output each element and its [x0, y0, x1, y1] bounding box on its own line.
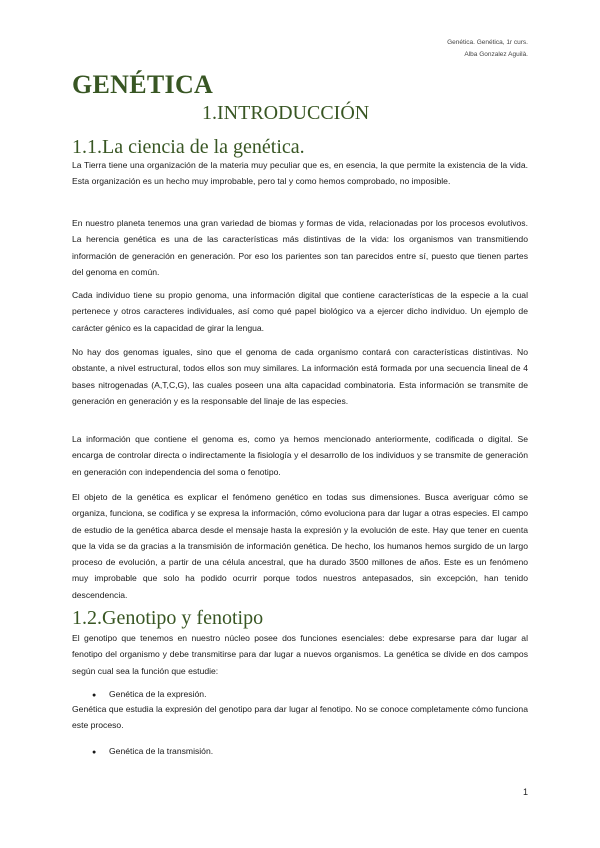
paragraph: El objeto de la genética es explicar el fenómeno genético en todas sus dimensiones. Busca averiguar cómo se organiza, funciona, se codifica y se expresa la información, cómo evoluciona para dar lugar a otras especies. El campo de estudio de la genética abarca desde el mensaje hasta la expresión y la evolución de este. Hay que tener en cuenta que la vida se da gracias a la transmisión de información genética. De hecho, los humanos hemos surgido de un largo proceso de evolución, a partir de una célula ancestral, que ha durado 3500 millones de años. Este es un fenómeno muy improbable que solo ha podido ocurrir porque todos nuestros antepasados, sin excepción, han tenido descendencia.	[72, 492, 528, 600]
section-heading-1-2: 1.2.Genotipo y fenotipo	[72, 607, 264, 629]
bullet-label: Genética de la transmisión.	[109, 746, 214, 756]
header-author: Alba Gonzalez Aguilà.	[464, 51, 528, 58]
paragraph: La Tierra tiene una organización de la materia muy peculiar que es, en esencia, la que permite la existencia de la vida. Esta organización es un hecho muy improbable, pero tal y como hemos comprobado, no imposible.	[72, 160, 528, 187]
bullet-label: Genética de la expresión.	[109, 689, 207, 699]
section-heading-1-1: 1.1.La ciencia de la genética.	[72, 136, 305, 158]
bullet-dot-icon: ●	[92, 749, 97, 756]
paragraph: La información que contiene el genoma es, como ya hemos mencionado anteriormente, codificada o digital. Se encarga de controlar directa o indirectamente la fisiología y el desarrollo de los individuos y se transmite de generación en generación con independencia del soma o fenotipo.	[72, 434, 528, 477]
document-title: GENÉTICA	[72, 70, 214, 99]
paragraph: En nuestro planeta tenemos una gran variedad de biomas y formas de vida, relacionadas por los procesos evolutivos. La herencia genética es una de las características más distintivas de la vida: los organismos van transmitiendo información de generación en generación. Por eso los parientes son tan parecidos entre sí, puesto que tienen partes del genoma en común.	[72, 218, 528, 277]
page-number: 1	[522, 787, 528, 797]
header-course: Genética. Genética, 1r curs.	[447, 39, 528, 46]
paragraph: Genética que estudia la expresión del genotipo para dar lugar al fenotipo. No se conoce completamente cómo funciona este proceso.	[72, 704, 528, 731]
page-header	[447, 37, 528, 61]
bullet-dot-icon: ●	[92, 692, 97, 699]
paragraph: Cada individuo tiene su propio genoma, una información digital que contiene características de la especie a la cual pertenece y otros caracteres individuales, así como qué papel biológico va a ejercer dicho individuo. Un ejemplo de carácter génico es la capacidad de girar la lengua.	[72, 290, 528, 333]
paragraph: El genotipo que tenemos en nuestro núcleo posee dos funciones esenciales: debe expresarse para dar lugar al fenotipo del organismo y debe transmitirse para dar lugar a nuevos organismos. La genética se divide en dos campos según cual sea la función que estudie:	[72, 633, 528, 676]
chapter-title: 1.INTRODUCCIÓN	[202, 102, 370, 124]
bullet-item	[92, 743, 213, 761]
paragraph: No hay dos genomas iguales, sino que el genoma de cada organismo contará con características distintivas. No obstante, a nivel estructural, todos ellos son muy similares. La información está formada por una secuencia lineal de 4 bases nitrogenadas (A,T,C,G), las cuales poseen una alta capacidad combinatoria. Esta información se transmite de generación en generación y es la responsable del linaje de las especies.	[72, 347, 528, 406]
